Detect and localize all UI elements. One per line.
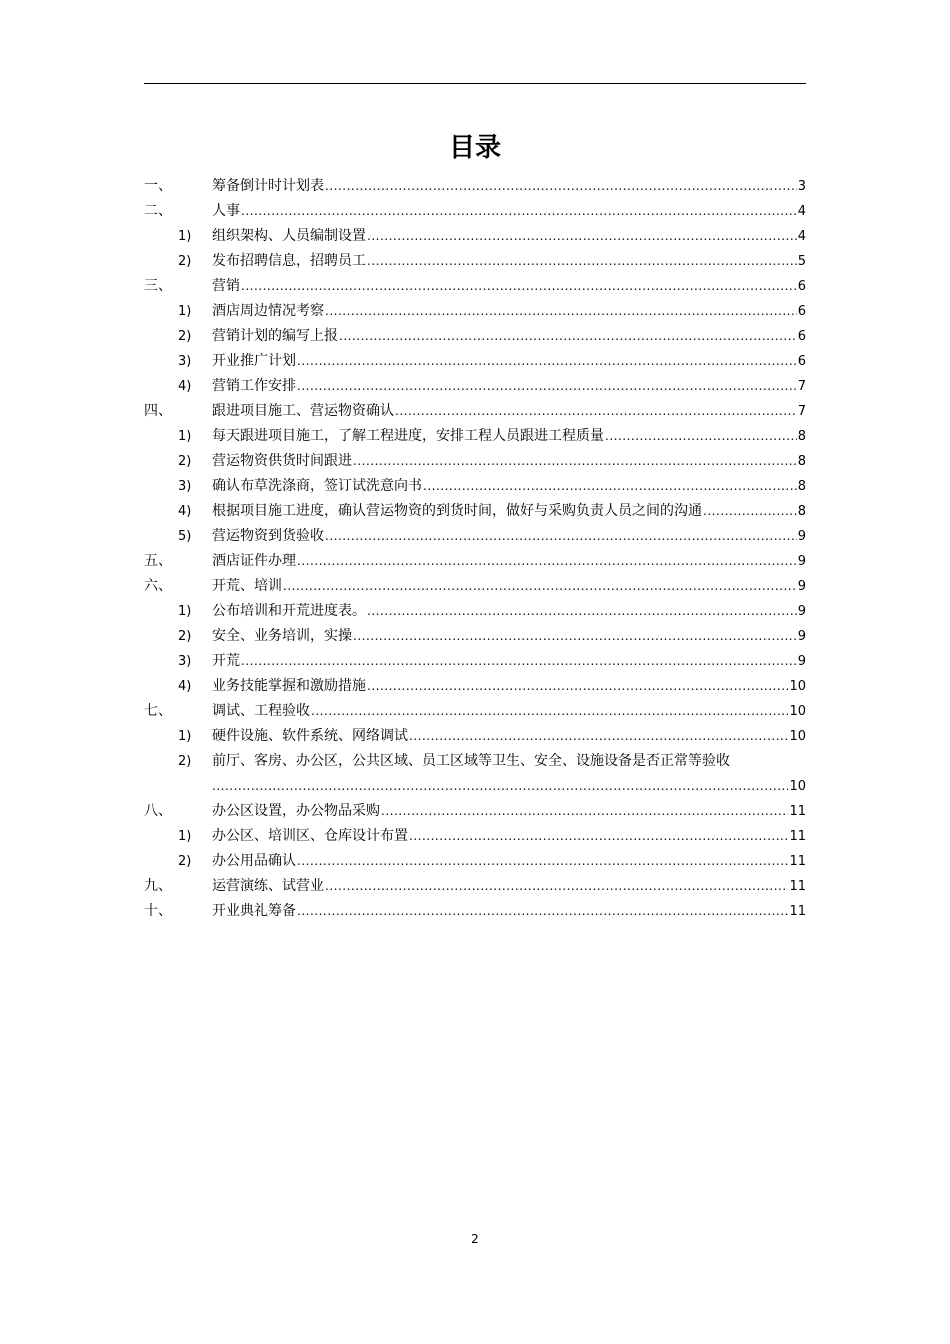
toc-leader-dots xyxy=(241,199,797,224)
toc-entry-number: 1) xyxy=(178,229,192,244)
toc-entry[interactable] xyxy=(144,599,806,624)
toc-entry-page: 11 xyxy=(789,854,806,869)
toc-leader-dots xyxy=(325,299,797,324)
toc-entry-page: 9 xyxy=(797,579,806,594)
toc-entry[interactable] xyxy=(144,799,806,824)
toc-entry-number: 四、 xyxy=(144,403,172,419)
toc-entry-label: 跟进项目施工、营运物资确认 xyxy=(212,403,394,419)
toc-entry-page: 9 xyxy=(797,629,806,644)
toc-leader-dots xyxy=(297,549,797,574)
toc-leader-dots xyxy=(325,174,797,199)
toc-leader-dots xyxy=(241,274,797,299)
toc-entry-page: 9 xyxy=(797,529,806,544)
toc-entry-label: 办公区、培训区、仓库设计布置 xyxy=(212,828,408,844)
toc-entry-label: 发布招聘信息，招聘员工 xyxy=(212,253,366,269)
toc-entry-label: 办公区设置，办公物品采购 xyxy=(212,803,380,819)
toc-entry[interactable] xyxy=(144,899,806,924)
toc-entry-page: 9 xyxy=(797,654,806,669)
toc-leader-dots xyxy=(339,324,797,349)
toc-entry[interactable] xyxy=(144,524,806,549)
toc-entry-number: 一、 xyxy=(144,178,172,194)
toc-entry-label: 硬件设施、软件系统、网络调试 xyxy=(212,728,408,744)
toc-entry-page: 8 xyxy=(797,429,806,444)
toc-leader-dots xyxy=(409,824,788,849)
toc-entry[interactable] xyxy=(144,649,806,674)
toc-entry-label: 营销 xyxy=(212,278,240,294)
toc-entry-label: 人事 xyxy=(212,203,240,219)
toc-entry[interactable] xyxy=(144,874,806,899)
toc-leader-dots xyxy=(353,449,797,474)
toc-entry-number: 4) xyxy=(178,679,192,694)
toc-entry-number: 2) xyxy=(178,254,192,269)
toc-entry-label: 开业推广计划 xyxy=(212,353,296,369)
toc-entry[interactable] xyxy=(144,724,806,749)
toc-entry-number: 二、 xyxy=(144,203,172,219)
page-title: 目录 xyxy=(448,133,501,163)
toc-entry-number: 七、 xyxy=(144,703,172,719)
toc-entry-page: 10 xyxy=(789,729,806,744)
toc-entry[interactable] xyxy=(144,249,806,274)
toc-entry-label: 根据项目施工进度，确认营运物资的到货时间，做好与采购负责人员之间的沟通 xyxy=(212,503,702,519)
toc-entry-label: 营销计划的编写上报 xyxy=(212,328,338,344)
toc-entry[interactable] xyxy=(144,499,806,524)
toc-entry-number: 1) xyxy=(178,304,192,319)
toc-entry-page: 7 xyxy=(797,404,806,419)
toc-entry-number: 2) xyxy=(178,754,192,769)
toc-entry[interactable] xyxy=(144,399,806,424)
toc-entry-page: 9 xyxy=(797,604,806,619)
toc-entry-number: 1) xyxy=(178,729,192,744)
toc-entry-number: 八、 xyxy=(144,803,172,819)
toc-entry-label: 营运物资供货时间跟进 xyxy=(212,453,352,469)
toc-entry-number: 2) xyxy=(178,854,192,869)
toc-entry-page: 9 xyxy=(797,554,806,569)
toc-leader-dots xyxy=(297,349,797,374)
toc-leader-dots xyxy=(283,574,797,599)
toc-leader-dots xyxy=(297,899,788,924)
toc-entry-page: 6 xyxy=(797,279,806,294)
toc-entry[interactable] xyxy=(144,749,806,774)
toc-entry[interactable] xyxy=(144,574,806,599)
toc-leader-dots xyxy=(367,674,788,699)
toc-entry-label: 开荒 xyxy=(212,653,240,669)
toc-entry-number: 1) xyxy=(178,604,192,619)
toc-entry-page: 11 xyxy=(789,829,806,844)
toc-entry-page: 6 xyxy=(797,329,806,344)
toc-leader-dots xyxy=(297,849,788,874)
toc-entry-number: 十、 xyxy=(144,903,172,919)
toc-entry-label: 前厅、客房、办公区，公共区域、员工区域等卫生、安全、设施设备是否正常等验收 xyxy=(212,753,730,769)
toc-entry-label: 筹备倒计时计划表 xyxy=(212,178,324,194)
toc-entry-number: 六、 xyxy=(144,578,172,594)
header-rule xyxy=(144,83,806,84)
toc-entry[interactable] xyxy=(144,849,806,874)
toc-entry-continuation[interactable] xyxy=(144,774,806,799)
toc-entry[interactable] xyxy=(144,624,806,649)
toc-entry-number: 五、 xyxy=(144,553,172,569)
toc-entry-number: 2) xyxy=(178,329,192,344)
toc-leader-dots xyxy=(353,624,797,649)
toc-entry[interactable] xyxy=(144,424,806,449)
toc-entry[interactable] xyxy=(144,174,806,199)
toc-entry[interactable] xyxy=(144,199,806,224)
toc-entry-page: 3 xyxy=(797,179,806,194)
toc-entry[interactable] xyxy=(144,699,806,724)
toc-entry-number: 三、 xyxy=(144,278,172,294)
toc-entry-page: 5 xyxy=(797,254,806,269)
toc-entry-number: 4) xyxy=(178,504,192,519)
toc-entry[interactable] xyxy=(144,674,806,699)
toc-leader-dots xyxy=(311,699,788,724)
toc-entry[interactable] xyxy=(144,274,806,299)
toc-entry-number: 3) xyxy=(178,654,192,669)
toc-entry-label: 每天跟进项目施工，了解工程进度，安排工程人员跟进工程质量 xyxy=(212,428,604,444)
toc-entry-number: 5) xyxy=(178,529,192,544)
toc-entry-label: 确认布草洗涤商，签订试洗意向书 xyxy=(212,478,422,494)
toc-entry-page: 11 xyxy=(789,904,806,919)
toc-entry-number: 2) xyxy=(178,629,192,644)
toc-leader-dots xyxy=(703,499,797,524)
toc-entry-label: 安全、业务培训，实操 xyxy=(212,628,352,644)
toc-entry-label: 营销工作安排 xyxy=(212,378,296,394)
toc-entry-number: 1) xyxy=(178,429,192,444)
toc-entry-label: 酒店证件办理 xyxy=(212,553,296,569)
toc-entry-label: 开业典礼筹备 xyxy=(212,903,296,919)
toc-leader-dots xyxy=(241,649,797,674)
toc-leader-dots xyxy=(325,524,797,549)
toc-entry-label: 酒店周边情况考察 xyxy=(212,303,324,319)
toc-entry[interactable] xyxy=(144,374,806,399)
toc-entry-page: 6 xyxy=(797,304,806,319)
toc-entry-number: 2) xyxy=(178,454,192,469)
toc-entry[interactable] xyxy=(144,824,806,849)
table-of-contents xyxy=(144,174,806,924)
toc-entry-page: 8 xyxy=(797,454,806,469)
toc-entry-label: 业务技能掌握和激励措施 xyxy=(212,678,366,694)
toc-entry[interactable] xyxy=(144,349,806,374)
toc-entry-number: 1) xyxy=(178,829,192,844)
toc-leader-dots xyxy=(367,249,797,274)
toc-entry[interactable] xyxy=(144,549,806,574)
toc-entry[interactable] xyxy=(144,299,806,324)
toc-entry-label: 组织架构、人员编制设置 xyxy=(212,228,366,244)
toc-entry[interactable] xyxy=(144,324,806,349)
toc-leader-dots xyxy=(409,724,788,749)
page-number: 2 xyxy=(471,1232,479,1246)
toc-entry-page: 4 xyxy=(797,229,806,244)
toc-entry[interactable] xyxy=(144,224,806,249)
toc-entry-page: 11 xyxy=(789,804,806,819)
toc-entry-page: 8 xyxy=(797,479,806,494)
toc-entry-number: 4) xyxy=(178,379,192,394)
toc-entry-label: 公布培训和开荒进度表。 xyxy=(212,603,366,619)
toc-entry-page: 10 xyxy=(789,779,806,794)
toc-entry-page: 11 xyxy=(789,879,806,894)
toc-entry-label: 运营演练、试营业 xyxy=(212,878,324,894)
toc-leader-dots xyxy=(381,799,788,824)
toc-leader-dots xyxy=(325,874,788,899)
toc-entry-number: 九、 xyxy=(144,878,172,894)
toc-entry-page: 8 xyxy=(797,504,806,519)
toc-entry-number: 3) xyxy=(178,479,192,494)
toc-entry-label: 调试、工程验收 xyxy=(212,703,310,719)
toc-leader-dots xyxy=(423,474,797,499)
toc-entry[interactable] xyxy=(144,474,806,499)
toc-entry-number: 3) xyxy=(178,354,192,369)
toc-leader-dots xyxy=(367,224,797,249)
toc-entry-page: 7 xyxy=(797,379,806,394)
toc-leader-dots xyxy=(605,424,797,449)
toc-entry-page: 6 xyxy=(797,354,806,369)
toc-leader-dots xyxy=(212,774,788,799)
toc-leader-dots xyxy=(395,399,797,424)
toc-leader-dots xyxy=(297,374,797,399)
toc-entry-label: 办公用品确认 xyxy=(212,853,296,869)
toc-entry-label: 营运物资到货验收 xyxy=(212,528,324,544)
toc-entry-page: 10 xyxy=(789,704,806,719)
toc-entry-label: 开荒、培训 xyxy=(212,578,282,594)
toc-leader-dots xyxy=(367,599,797,624)
toc-entry-page: 4 xyxy=(797,204,806,219)
toc-entry[interactable] xyxy=(144,449,806,474)
toc-entry-page: 10 xyxy=(789,679,806,694)
